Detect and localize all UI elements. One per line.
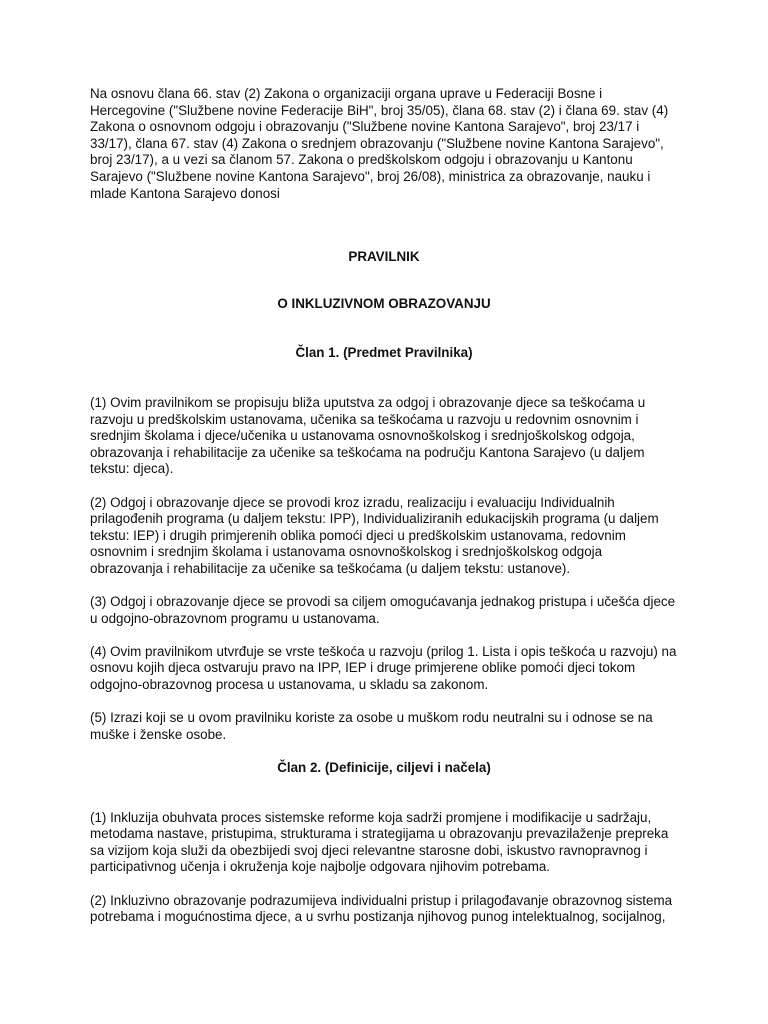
- article-1-paragraph-2: (2) Odgoj i obrazovanje djece se provodi kroz izradu, realizaciju i evaluaciju Individualnih prilagođenih programa (u daljem tekstu: IPP), Individualiziranih edukacijskih programa (u daljem tekstu: IEP) i drugih primjerenih oblika pomoći djeci u predškolskim ustanovama, redovnim osnovnim i srednjim školama i ustanovama osnovnoškolskog i srednjoškolskog odgoja obrazovanja i rehabilitacije za učenike sa teškoćama (u daljem tekstu: ustanove).: [90, 494, 659, 576]
- article-2-paragraph-1: (1) Inkluzija obuhvata proces sistemske reforme koja sadrži promjene i modifikacije u sadržaju, metodama nastave, pristupima, strukturama i strategijama u obrazovanju prevazilaženje prepreka sa vizijom koja služi da obezbijedi svoj djeci relevantne starosne dobi, iskustvo ravnopravnog i participativnog učenja i okruženja koje najbolje odgovara njihovim potrebama.: [90, 809, 669, 875]
- article-1-paragraph-1: (1) Ovim pravilnikom se propisuju bliža uputstva za odgoj i obrazovanje djece sa teškoćama u razvoju u predškolskim ustanovama, učenika sa teškoćama u razvoju u redovnim osnovnim i srednjim školama i djece/učenika u ustanovama osnovnoškolskog i srednjoškolskog odgoja, obrazovanja i rehabilitacije za učenike sa teškoćama na području Kantona Sarajevo (u daljem tekstu: djeca).: [90, 394, 646, 477]
- article-1-paragraph-4: (4) Ovim pravilnikom utvrđuje se vrste teškoća u razvoju (prilog 1. Lista i opis teškoća u razvoju) na osnovu kojih djeca ostvaruju pravo na IPP, IEP i druge primjerene oblike pomoći djeci tokom odgojno-obrazovnog procesa u ustanovama, u skladu sa zakonom.: [90, 643, 677, 693]
- spacer: [90, 777, 678, 810]
- document-subtitle: O INKLUZIVNOM OBRAZOVANJU: [277, 295, 491, 311]
- article-1-paragraph-5: (5) Izrazi koji se u ovom pravilniku koriste za osobe u muškom rodu neutralni su i odnose se na muške i ženske osobe.: [90, 710, 653, 742]
- intro-paragraph: Na osnovu člana 66. stav (2) Zakona o organizaciji organa uprave u Federaciji Bosne i Hercegovine ("Službene novine Federacije BiH", broj 35/05), člana 68. stav (2) i člana 69. stav (4) Zakona o osnovnom odgoju i obrazovanju ("Službene novine Kantona Sarajevo", broj 23/17 i 33/17), člana 67. stav (4) Zakona o srednjem obrazovanju ("Službene novine Kantona Sarajevo", broj 23/17), a u vezi sa članom 57. Zakona o predškolskom odgoju i obrazovanju u Kantonu Sarajevo ("Službene novine Kantona Sarajevo", broj 26/08), ministrica za obrazovanje, nauku i mlade Kantona Sarajevo donosi: [90, 86, 669, 201]
- article-1-paragraph-3: (3) Odgoj i obrazovanje djece se provodi sa ciljem omogućavanja jednakog pristupa i učešća djece u odgojno-obrazovnom programu u ustanovama.: [90, 594, 676, 626]
- article-2-heading: Član 2. (Definicije, ciljevi i načela): [277, 760, 491, 775]
- spacer: [90, 362, 678, 395]
- article-2-paragraph-2: (2) Inkluzivno obrazovanje podrazumijeva individualni pristup i prilagođavanje obrazovnog sistema potrebama i mogućnostima djece, a u svrhu postizanja njihovog punog intelektualnog, socijalnog,: [90, 892, 673, 925]
- article-1-heading: Član 1. (Predmet Pravilnika): [295, 345, 473, 361]
- document-title: PRAVILNIK: [348, 249, 420, 265]
